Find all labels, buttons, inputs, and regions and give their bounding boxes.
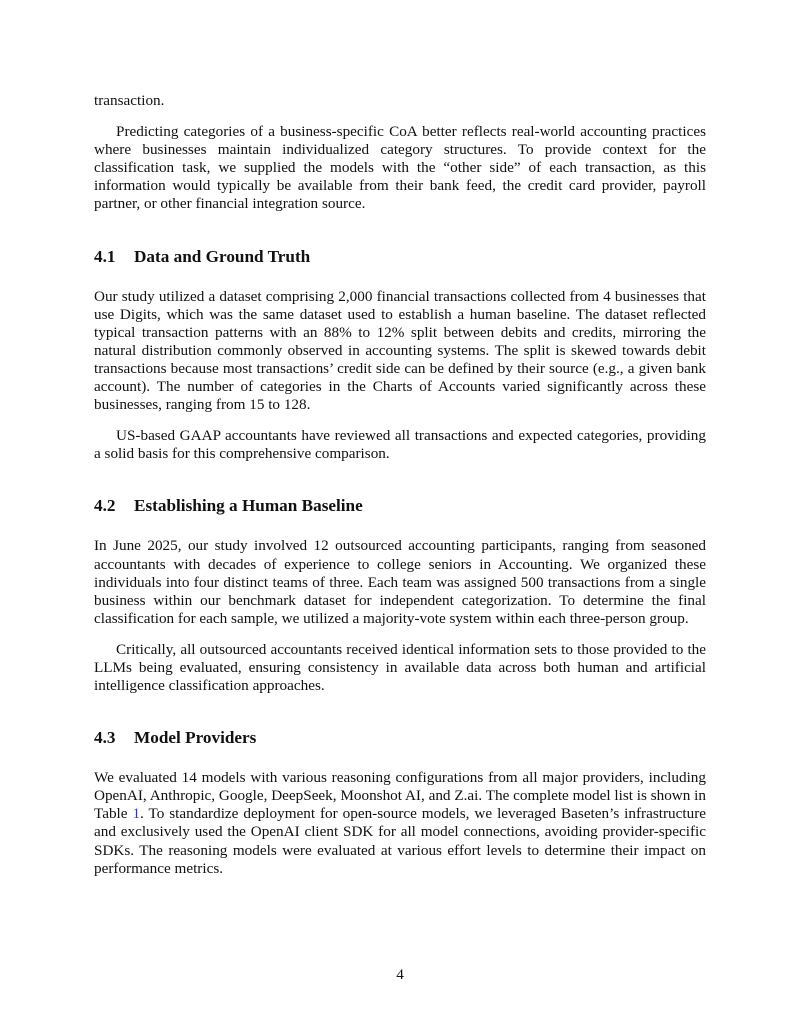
- section-title: Establishing a Human Baseline: [134, 496, 363, 516]
- section-4-2-paragraph-1: In June 2025, our study involved 12 outsourced accounting participants, ranging from seasoned accountants with decades of experience to college seniors in Accounting. We organized these individuals into four distinct teams of three. Each team was assigned 500 transactions from a single business within our benchmark dataset for independent categorization. To determine the final classification for each sample, we utilized a majority-vote system within each three-person group.: [94, 537, 706, 627]
- section-number: 4.1: [94, 246, 116, 266]
- section-number: 4.3: [94, 728, 116, 748]
- page-body: [94, 92, 706, 878]
- continuation-text: transaction.: [94, 92, 165, 109]
- section-4-1-paragraph-2: US-based GAAP accountants have reviewed all transactions and expected categories, providing a solid basis for this comprehensive comparison.: [94, 427, 706, 463]
- section-heading-4-3: [94, 728, 706, 748]
- section-heading-4-2: [94, 496, 706, 516]
- paragraph-text: We evaluated 14 models with various reasoning configurations from all major providers, including OpenAI, Anthropic, Google, DeepSeek, Moonshot AI, and Z.ai. The complete model list is shown in Table: [94, 769, 706, 823]
- section-heading-4-1: [94, 247, 706, 267]
- section-title: Data and Ground Truth: [134, 246, 311, 266]
- section-4-3-paragraph-1: [94, 769, 706, 878]
- section-number: 4.2: [94, 496, 116, 516]
- section-4-1-paragraph-1: Our study utilized a dataset comprising 2,000 financial transactions collected from 4 businesses that use Digits, which was the same dataset used to establish a human baseline. The dataset reflected typical transaction patterns with an 88% to 12% split between debits and credits, mirroring the natural distribution commonly observed in accounting systems. The split is skewed towards debit transactions because most transactions’ credit side can be defined by their source (e.g., a given bank account). The number of categories in the Charts of Accounts varied significantly across these businesses, ranging from 15 to 128.: [94, 287, 706, 414]
- table-reference-link[interactable]: 1: [132, 805, 141, 823]
- section-4-2-paragraph-2: Critically, all outsourced accountants received identical information sets to those provided to the LLMs being evaluated, ensuring consistency in available data across both human and artificial intelligence classification approaches.: [94, 640, 706, 695]
- paragraph-text: . To standardize deployment for open-source models, we leveraged Baseten’s infrastructure and exclusively used the OpenAI client SDK for all model connections, avoiding provider-specific SDKs. The reasoning models were evaluated at various effort levels to determine their impact on performance metrics.: [94, 805, 706, 877]
- intro-paragraph: Predicting categories of a business-specific CoA better reflects real-world accounting practices where businesses maintain individualized category structures. To provide context for the classification task, we supplied the models with the “other side” of each transaction, as this information would typically be available from their bank feed, the credit card provider, payroll partner, or other financial integration source.: [94, 123, 706, 213]
- section-title: Model Providers: [134, 728, 257, 748]
- page-number: 4: [396, 966, 404, 983]
